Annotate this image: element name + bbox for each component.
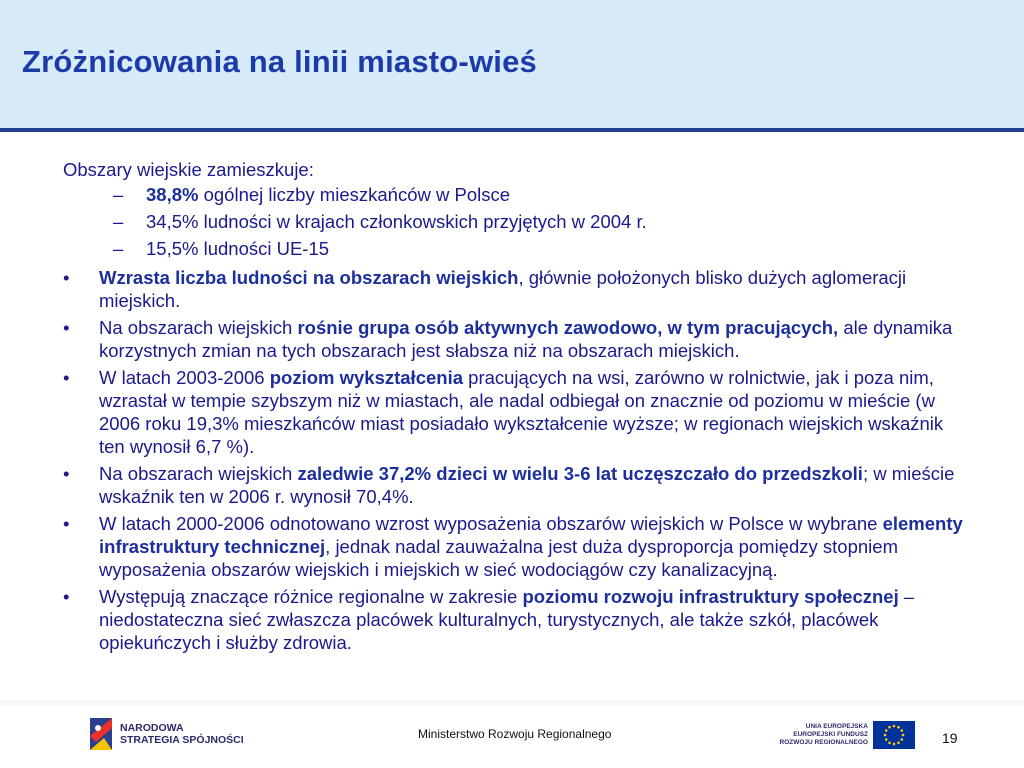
bullet-item: • W latach 2003-2006 poziom wykształcenia pracujących na wsi, zarówno w rolnictwie, jak i poza nim, wzrastał w tempie szybszym niż w miastach, ale nadal odbiegał on znacznie od poziomu w mieście (w 2006 roku 19,3% mieszkańców miast posiadało wykształcenie wyższe; w regionach wiejskich wskaźnik ten wynosił 6,7 %). xyxy=(63,367,944,457)
page-number: 19 xyxy=(942,730,958,746)
bullet-item: • W latach 2000-2006 odnotowano wzrost wyposażenia obszarów wiejskich w Polsce w wybrane elementy infrastruktury technicznej, jednak nadal zauważalna jest duża dysproporcja pomiędzy stopniem wyposażenia obszarów wiejskich i miejskich w sieć wodociągów czy kanalizacyjną. xyxy=(63,513,963,580)
bullet-marker: • xyxy=(63,317,70,338)
sub-list xyxy=(63,183,963,260)
dash-marker: – xyxy=(113,184,124,205)
bullet-item: • Na obszarach wiejskich zaledwie 37,2% dzieci w wielu 3-6 lat uczęszczało do przedszkoli; w mieście wskaźnik ten w 2006 r. wynosił 70,4%. xyxy=(63,463,955,507)
sub-item: – 34,5% ludności w krajach członkowskich przyjętych w 2004 r. xyxy=(113,211,647,232)
bullet-item: • Wzrasta liczba ludności na obszarach wiejskich, głównie położonych blisko dużych aglomeracji miejskich. xyxy=(63,267,907,311)
nss-logo-icon xyxy=(86,714,116,754)
nss-logo-text: NARODOWA STRATEGIA SPÓJNOŚCI xyxy=(120,722,244,746)
bullet-marker: • xyxy=(63,513,70,534)
slide-body xyxy=(63,158,963,658)
bullet-item: • Występują znaczące różnice regionalne w zakresie poziomu rozwoju infrastruktury społecznej – niedostateczna sieć zwłaszcza placówek kulturalnych, turystycznych, ale także szkół, placówek opiekuńczych i służby zdrowia. xyxy=(63,586,915,653)
bullet-item: • Na obszarach wiejskich rośnie grupa osób aktywnych zawodowo, w tym pracujących, ale dynamika korzystnych zmian na tych obszarach jest słabsza niż na obszarach miejskich. xyxy=(63,317,953,361)
header-divider xyxy=(0,128,1024,132)
bullet-list xyxy=(63,266,963,654)
sub-item: – 15,5% ludności UE-15 xyxy=(113,238,330,259)
footer-band xyxy=(0,700,1024,706)
bullet-marker: • xyxy=(63,586,70,607)
bullet-marker: • xyxy=(63,463,70,484)
slide-title: Zróżnicowania na linii miasto-wieś xyxy=(22,44,537,79)
dash-marker: – xyxy=(113,211,124,232)
eu-flag-icon xyxy=(873,721,915,749)
bullet-marker: • xyxy=(63,367,70,388)
sub-item: – 38,8% ogólnej liczby mieszkańców w Polsce xyxy=(113,184,511,205)
eu-logo-text: UNIA EUROPEJSKA EUROPEJSKI FUNDUSZ ROZWOJU REGIONALNEGO xyxy=(779,723,868,746)
ministry-name: Ministerstwo Rozwoju Regionalnego xyxy=(418,727,612,741)
bullet-marker: • xyxy=(63,267,70,288)
intro-text: Obszary wiejskie zamieszkuje: xyxy=(63,159,314,180)
dash-marker: – xyxy=(113,238,124,259)
